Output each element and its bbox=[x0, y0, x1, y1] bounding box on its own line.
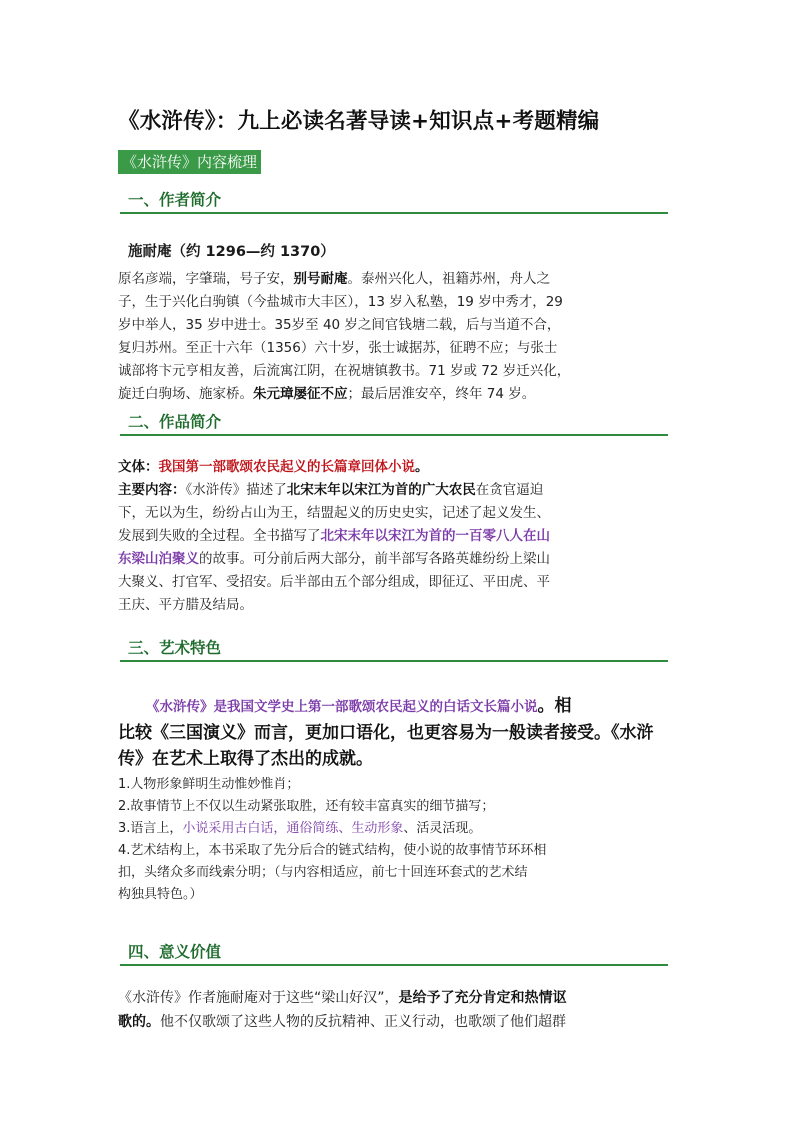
content-line: 大聚义、打官军、受招安。后半部由五个部分组成，即征辽、平田虎、平 bbox=[118, 574, 550, 590]
content-tag: 《水浒传》内容梳理 bbox=[118, 150, 261, 174]
art-features-list bbox=[118, 774, 678, 906]
list-item: 构独具特色。） bbox=[118, 887, 203, 902]
bio-line: 子，生于兴化白驹镇（今盐城市大丰区），13 岁入私塾，19 岁中秀才，29 bbox=[118, 294, 563, 310]
list-item: 3.语言上，小说采用古白话，通俗简练、生动形象、活灵活现。 bbox=[118, 821, 482, 836]
content-line: 主要内容：《水浒传》描述了北宋末年以宋江为首的广大农民在贪官逼迫 bbox=[118, 482, 544, 498]
section-heading-value: 四、意义价值 bbox=[128, 943, 222, 961]
content-line: 东梁山泊聚义的故事。可分前后两大部分，前半部写各路英雄纷纷上梁山 bbox=[118, 551, 550, 567]
section-heading-author: 一、作者简介 bbox=[128, 191, 222, 209]
bio-line: 诚部将卞元亨相友善，后流寓江阴，在祝塘镇教书。71 岁或 72 岁迁兴化， bbox=[118, 363, 571, 379]
value-paragraph bbox=[118, 986, 678, 1034]
value-line: 《水浒传》作者施耐庵对于这些“梁山好汉”，是给予了充分肯定和热情讴 bbox=[118, 990, 567, 1006]
section-heading-art: 三、艺术特色 bbox=[128, 639, 222, 657]
section-divider bbox=[120, 660, 668, 662]
section-divider bbox=[120, 434, 668, 436]
work-intro bbox=[118, 456, 678, 617]
list-item: 扣，头绪众多而线索分明；（与内容相适应，前七十回连环套式的艺术结 bbox=[118, 865, 528, 880]
bio-line: 岁中举人，35 岁中进士。35岁至 40 岁之间官钱塘二载，后与当道不合， bbox=[118, 317, 561, 333]
author-bio bbox=[118, 268, 678, 406]
bio-line: 原名彦端，字肇瑞，号子安，别号耐庵。泰州兴化人，祖籍苏州，舟人之 bbox=[118, 271, 550, 287]
author-name: 施耐庵（约 1296—约 1370） bbox=[128, 244, 335, 260]
section-divider bbox=[120, 964, 668, 966]
list-item: 1.人物形象鲜明生动惟妙惟肖； bbox=[118, 777, 300, 792]
section-heading-work: 二、作品简介 bbox=[128, 413, 222, 431]
art-lead-line: 《水浒传》是我国文学史上第一部歌颂农民起义的白话文长篇小说。相 bbox=[146, 696, 572, 716]
value-line: 歌的。他不仅歌颂了这些人物的反抗精神、正义行动，也歌颂了他们超群 bbox=[118, 1014, 566, 1030]
bio-line: 旋迁白驹场、施家桥。朱元璋屡征不应；最后居淮安卒，终年 74 岁。 bbox=[118, 386, 536, 402]
content-line: 发展到失败的全过程。全书描写了北宋末年以宋江为首的一百零八人在山 bbox=[118, 528, 550, 544]
bio-line: 复归苏州。至正十六年（1356）六十岁，张士诚据苏，征聘不应；与张士 bbox=[118, 340, 558, 356]
art-lead-line: 比较《三国演义》而言，更加口语化，也更容易为一般读者接受。《水浒 bbox=[118, 723, 654, 743]
list-item: 4.艺术结构上，本书采取了先分后合的链式结构，使小说的故事情节环环相 bbox=[118, 843, 547, 858]
section-divider bbox=[120, 212, 668, 214]
content-line: 王庆、平方腊及结局。 bbox=[118, 597, 253, 613]
genre-line: 文体：我国第一部歌颂农民起义的长篇章回体小说。 bbox=[118, 459, 429, 475]
page-title: 《水浒传》：九上必读名著导读+知识点+考题精编 bbox=[118, 109, 600, 134]
art-lead-line: 传》在艺术上取得了杰出的成就。 bbox=[118, 749, 373, 769]
art-lead-paragraph bbox=[118, 693, 688, 772]
list-item: 2.故事情节上不仅以生动紧张取胜，还有较丰富真实的细节描写； bbox=[118, 799, 495, 814]
content-line: 下，无以为生，纷纷占山为王，结盟起义的历史史实，记述了起义发生、 bbox=[118, 505, 550, 521]
